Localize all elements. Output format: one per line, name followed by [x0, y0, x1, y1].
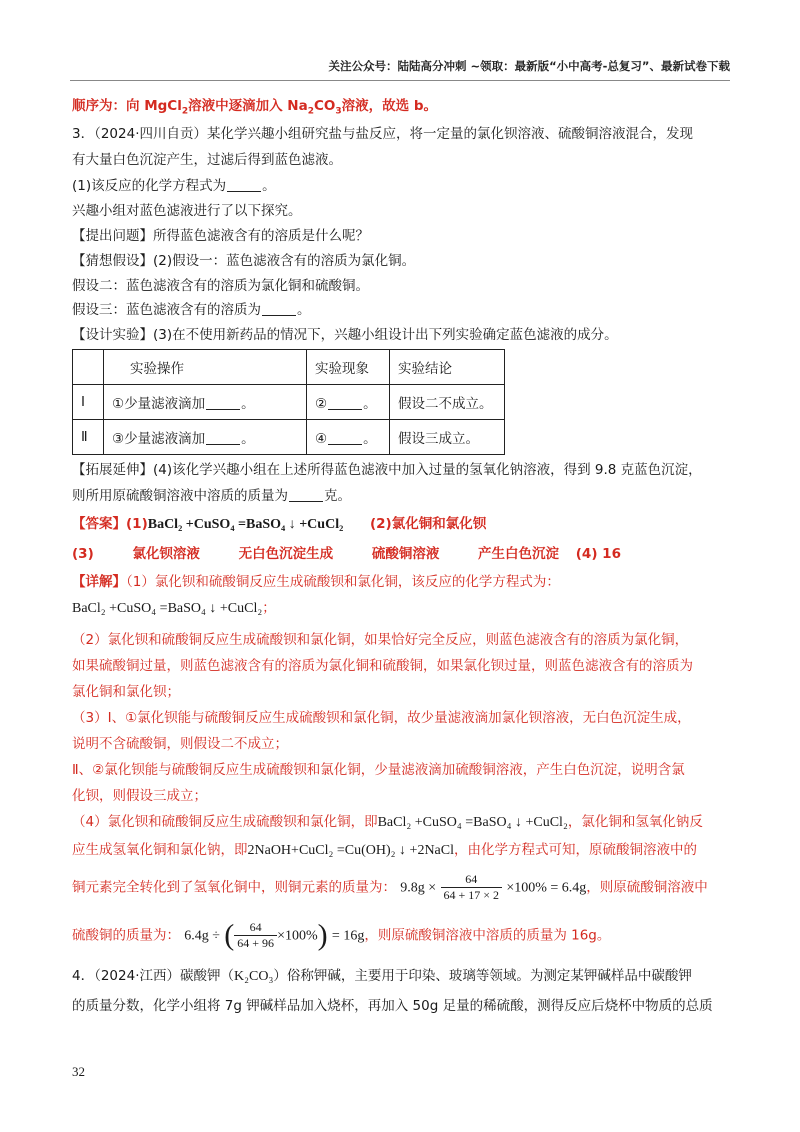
q3-hypothesis3: 假设三：蓝色滤液含有的溶质为 。	[72, 302, 311, 318]
detail-line12: 硫酸铜的质量为： 6.4g ÷ ( $\frac{64}{64 + 96}$ ×100%) = 16g，则原硫酸铜溶液中溶质的质量为 16g。	[72, 918, 611, 952]
answer-line2: (3) 氯化钡溶液 无白色沉淀生成 硫酸铜溶液 产生白色沉淀 (4) 16	[72, 546, 621, 562]
detail-line3: 如果硫酸铜过量，则蓝色滤液含有的溶质为氯化铜和硫酸铜，如果氯化钡过量，则蓝色滤液含有的溶质为	[72, 658, 693, 674]
q3-line4: 兴趣小组对蓝色滤液进行了以下探究。	[72, 203, 302, 219]
q4-line1: 4．（2024·江西）碳酸钾（K₂CO₃）俗称钾碱，主要用于印染、玻璃等领域。为测定某钾碱样品中碳酸钾	[72, 968, 692, 984]
previous-answer-tail: 顺序为：向 MgCl$_2$溶液中逐滴加入 $Na_2CO_3$溶液，故选 b。	[72, 98, 438, 117]
detail-line11: 铜元素完全转化到了氢氧化铜中，则铜元素的质量为： 9.8g × $\frac{64}{64 + 17 \times 2}$ ×100% = 6.4g，则原硫酸铜溶液中	[72, 872, 708, 902]
detail-line8: 化钡，则假设三成立；	[72, 788, 207, 804]
q3-extension-line2: 则所用原硫酸铜溶液中溶质的质量为 克。	[72, 488, 351, 504]
fraction: $\frac{64}{64 + 96}$	[234, 920, 277, 951]
q3-stem-line1: 3．（2024·四川自贡）某化学兴趣小组研究盐与盐反应，将一定量的氯化钡溶液、硫酸铜溶液混合，发现	[72, 126, 693, 142]
detail-line1: 【详解】（1）氯化钡和硫酸铜反应生成硫酸钡和氯化铜，该反应的化学方程式为：	[72, 574, 560, 590]
q3-question: 【提出问题】所得蓝色滤液含有的溶质是什么呢？	[72, 228, 369, 244]
fraction: $\frac{64}{64 + 17 \times 2}$	[441, 872, 503, 903]
answer-blank	[227, 191, 261, 192]
page-header: 关注公众号：陆陆高分冲刺 ~领取：最新版“小中高考-总复习”、最新试卷下载	[328, 59, 730, 73]
q3-design: 【设计实验】(3)在不使用新药品的情况下，兴趣小组设计出下列实验确定蓝色滤液的成分。	[72, 327, 618, 343]
page-number: 32	[72, 1064, 85, 1079]
q3-extension-line1: 【拓展延伸】(4)该化学兴趣小组在上述所得蓝色滤液中加入过量的氢氧化钠溶液，得到 9.8 克蓝色沉淀，	[72, 462, 702, 478]
q3-part1: (1)该反应的化学方程式为 。	[72, 178, 276, 194]
q3-hypothesis1: 【猜想假设】(2)假设一：蓝色滤液含有的溶质为氯化铜。	[72, 253, 416, 269]
q3-hypothesis2: 假设二：蓝色滤液含有的溶质为氯化铜和硫酸铜。	[72, 278, 369, 294]
q3-stem-line2: 有大量白色沉淀产生，过滤后得到蓝色滤液。	[72, 152, 342, 168]
detail-line6: 说明不含硫酸铜，则假设二不成立；	[72, 736, 288, 752]
q4-line2: 的质量分数，化学小组将 7g 钾碱样品加入烧杯，再加入 50g 足量的稀硫酸，测得反应后烧杯中物质的总质	[72, 998, 713, 1014]
detail-line9: （4）氯化钡和硫酸铜反应生成硫酸钡和氯化铜，即BaCl₂ +CuSO₄ =BaSO₄ ↓ +CuCl₂，氯化铜和氢氧化钠反	[72, 814, 703, 830]
header-rule	[70, 80, 730, 81]
table-row: Ⅱ ③少量滤液滴加 。 ④ 。 假设三成立。	[73, 420, 505, 455]
table-header-row: 实验操作 实验现象 实验结论	[73, 350, 505, 385]
detail-line7: Ⅱ、②氯化钡能与硫酸铜反应生成硫酸钡和氯化铜，少量滤液滴加硫酸铜溶液，产生白色沉淀，说明含氯	[72, 762, 685, 778]
detail-line2: （2）氯化钡和硫酸铜反应生成硫酸钡和氯化铜，如果恰好完全反应，则蓝色滤液含有的溶质为氯化铜，	[72, 632, 689, 648]
detail-line10: 应生成氢氧化铜和氯化钠，即2NaOH+CuCl₂ =Cu(OH)₂ ↓ +2NaCl，由化学方程式可知，原硫酸铜溶液中的	[72, 842, 697, 858]
detail-line5: （3）Ⅰ、①氯化钡能与硫酸铜反应生成硫酸钡和氯化铜，故少量滤液滴加氯化钡溶液，无白色沉淀生成，	[72, 710, 691, 726]
detail-equation: BaCl₂ +CuSO₄ =BaSO₄ ↓ +CuCl₂；	[72, 600, 276, 616]
answer-blank	[262, 315, 296, 316]
detail-line4: 氯化铜和氯化钡；	[72, 684, 180, 700]
answer-line1: 【答案】(1)BaCl₂ +CuSO₄ =BaSO₄ ↓ +CuCl₂ (2)氯化铜和氯化钡	[72, 516, 487, 532]
table-row: Ⅰ ①少量滤液滴加 。 ② 。 假设二不成立。	[73, 385, 505, 420]
experiment-table	[72, 349, 505, 455]
